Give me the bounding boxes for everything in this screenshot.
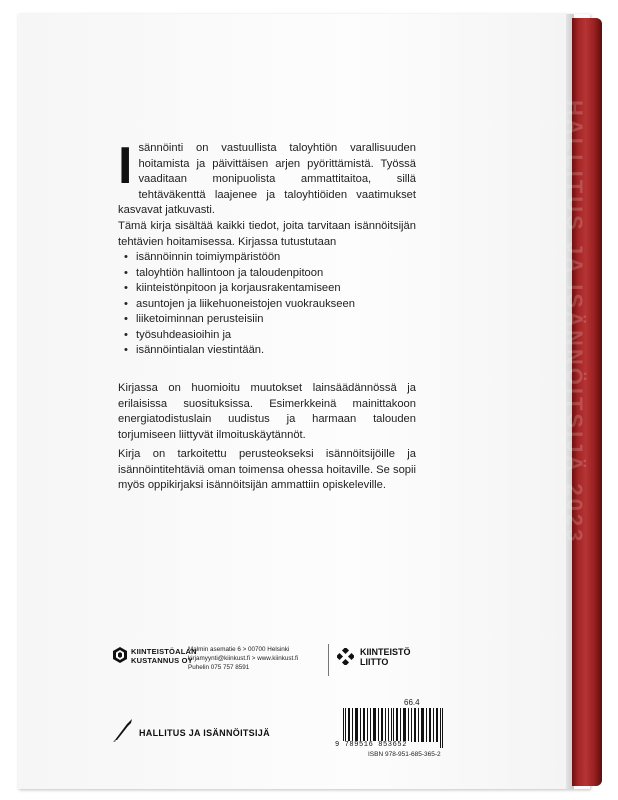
publisher-address: Malmin asematie 6 > 00700 Helsinki: [188, 646, 290, 653]
topic-item: • kiinteistönpitoon ja korjausrakentamiseen: [118, 281, 416, 297]
publisher-name-line: KIINTEISTÖALAN: [131, 647, 197, 656]
topic-item: • taloyhtiön hallintoon ja taloudenpitoon: [118, 266, 416, 282]
topic-item: • liiketoiminnan perusteisiin: [118, 312, 416, 328]
series-title: HALLITUS JA ISÄNNÖITSIJÄ: [139, 728, 270, 738]
publisher-name-line: KUSTANNUS OY: [131, 656, 193, 665]
partner-name-line: LIITTO: [360, 657, 389, 667]
audience-paragraph: Kirja on tarkoitettu perusteokseksi isännöitsijöille ja isännöintitehtäviä oman toimensa ohessa hoitaville. Se sopii myös oppikirjaksi isännöitsijän ammattiin opiskeleville.: [118, 448, 416, 491]
logo-divider: [328, 644, 329, 676]
classification-code: 66.4: [404, 698, 420, 707]
publisher-contact: [188, 645, 298, 672]
intro-text: sännöinti on vastuullista taloyhtiön varallisuuden hoitamista ja päivittäisen arjen pyörittämistä. Työssä vaaditaan monipuolista ammattitaitoa, sillä tehtäväkenttä laajenee ja taloyhtiöiden vaatimukset kasvavat jatkuvasti.: [118, 142, 416, 216]
publisher-web: kirjamyynti@kiinkust.fi > www.kiinkust.fi: [188, 655, 299, 662]
topic-item: • isännöinnin toimiympäristöön: [118, 250, 416, 266]
contents-paragraph: [118, 219, 416, 359]
topic-item: • työsuhdeasioihin ja: [118, 328, 416, 344]
publisher-name: [131, 647, 197, 665]
topic-item: • isännöintialan viestintään.: [118, 343, 416, 359]
barcode-digits: 9 789516 853652: [335, 741, 408, 749]
partner-name: [360, 647, 411, 667]
spine-title: HALLITUS JA ISÄNNÖITSIJÄ 2023: [562, 100, 587, 545]
publisher-phone: Puhelin 075 757 8591: [188, 664, 250, 671]
pen-brush-icon: [113, 718, 133, 742]
legislation-paragraph: Kirjassa on huomioitu muutokset lainsäädännössä ja erilaisissa suosituksissa. Esimerkkeinä mainittakoon energiatodistuslain uudistus ja harmaan talouden torjumiseen liittyvät ilmoituskäytännöt.: [118, 382, 416, 441]
intro-paragraph: [118, 137, 416, 219]
partner-name-line: KIINTEISTÖ: [360, 647, 411, 657]
topic-list: [118, 250, 416, 359]
drop-cap: I: [118, 137, 133, 195]
topic-item: • asuntojen ja liikehuoneistojen vuokraukseen: [118, 297, 416, 313]
contents-lead: Tämä kirja sisältää kaikki tiedot, joita tarvitaan isännöitsijän tehtävien hoitamisessa. Kirjassa tutustutaan: [118, 220, 416, 248]
publisher-logo-icon: [113, 647, 127, 663]
kiinteistoliitto-logo-icon: [337, 648, 354, 665]
isbn-number: ISBN 978-951-685-365-2: [368, 751, 441, 758]
